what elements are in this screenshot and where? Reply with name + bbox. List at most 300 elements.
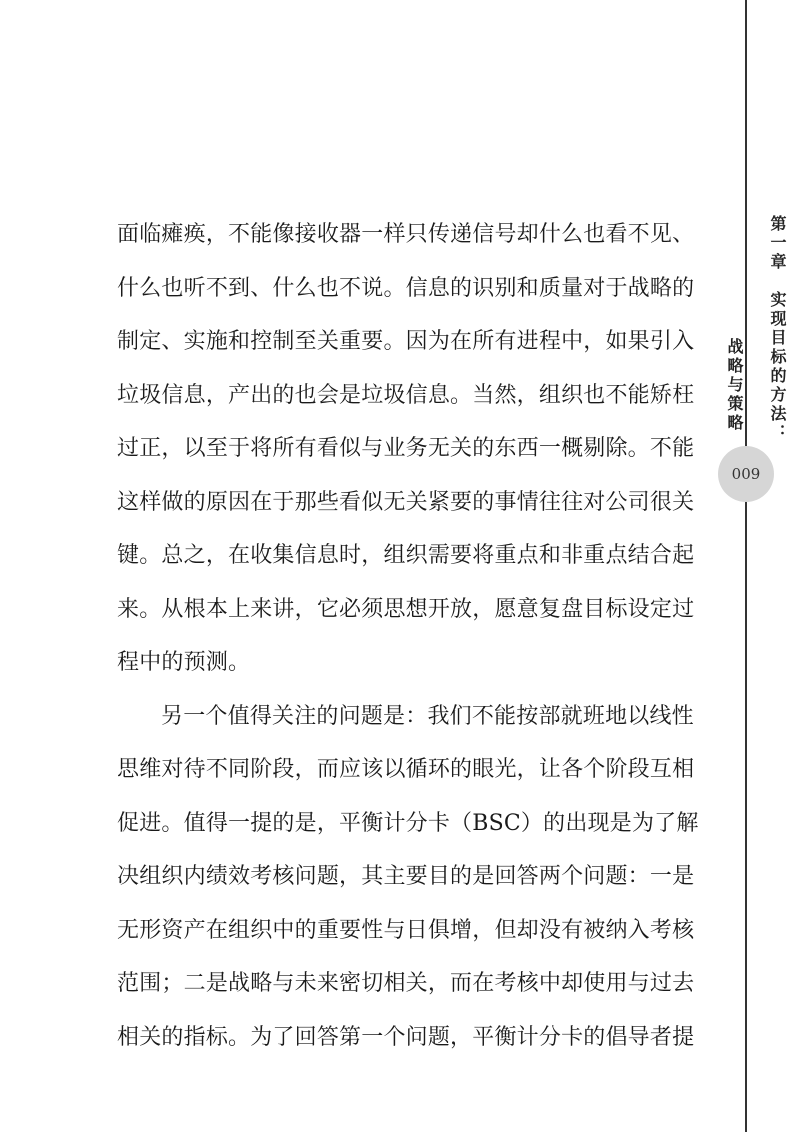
text-glyph: 待 <box>183 757 206 782</box>
text-glyph: 。 <box>450 382 473 408</box>
text-glyph: ， <box>205 382 229 408</box>
text-glyph: 收 <box>250 543 273 568</box>
text-glyph: 。 <box>139 596 162 622</box>
text-glyph: 的 <box>450 757 473 782</box>
text-line <box>117 690 694 744</box>
text-glyph: 看 <box>316 436 340 461</box>
text-glyph: 来 <box>117 596 140 622</box>
text-glyph: 问 <box>583 864 606 889</box>
text-glyph: 平 <box>472 1024 495 1050</box>
text-glyph: 不 <box>205 757 229 782</box>
text-glyph: ， <box>339 864 362 889</box>
text-glyph: 绩 <box>205 864 229 889</box>
text-glyph: 什 <box>117 275 140 301</box>
text-glyph: 入 <box>672 329 695 354</box>
text-glyph: 什 <box>538 222 562 247</box>
text-glyph: 决 <box>117 864 140 889</box>
text-glyph: 果 <box>627 329 650 354</box>
text-glyph: 做 <box>161 489 184 515</box>
text-glyph: 线 <box>649 703 672 729</box>
text-glyph: 定 <box>139 329 162 354</box>
text-glyph: 的 <box>161 1024 184 1050</box>
text-glyph: 现 <box>587 810 610 836</box>
text-glyph: 概 <box>561 436 584 461</box>
text-glyph: 循 <box>405 757 428 782</box>
text-glyph: 主 <box>383 864 406 889</box>
text-glyph: 。 <box>161 810 184 836</box>
text-glyph: 与 <box>361 436 384 461</box>
text-glyph: 么 <box>139 275 162 301</box>
text-glyph: 要 <box>450 489 473 515</box>
text-glyph: 重 <box>316 917 340 943</box>
text-glyph: 重 <box>583 543 606 568</box>
text-glyph: 质 <box>538 275 562 301</box>
text-glyph: 关 <box>139 1024 162 1050</box>
text-glyph: 用 <box>605 971 628 996</box>
text-glyph: ； <box>161 971 184 996</box>
running-head-chapter: 第一章 实现目标的方法： <box>768 215 787 443</box>
text-glyph: 瘫 <box>161 222 184 247</box>
text-glyph: 之 <box>183 543 206 568</box>
margin-rule <box>745 0 747 1132</box>
text-glyph: 对 <box>583 489 606 515</box>
text-glyph: 到 <box>228 275 251 301</box>
text-glyph: 不 <box>228 222 251 247</box>
text-glyph: 复 <box>538 596 562 622</box>
text-glyph: 息 <box>427 382 451 408</box>
text-glyph: 问 <box>338 703 361 729</box>
text-glyph: 俱 <box>427 917 451 943</box>
text-glyph: 的 <box>472 436 495 461</box>
text-glyph: 以 <box>383 757 406 782</box>
text-glyph: 信 <box>161 382 184 408</box>
text-glyph: 要 <box>339 917 362 943</box>
text-glyph: 必 <box>339 596 362 622</box>
text-glyph: 地 <box>605 703 628 729</box>
text-glyph: ， <box>583 329 606 354</box>
text-glyph: 开 <box>427 596 451 622</box>
text-glyph: 而 <box>450 971 473 996</box>
text-glyph: 和 <box>516 275 539 301</box>
text-glyph: 一 <box>649 864 673 889</box>
text-glyph: 样 <box>383 222 406 247</box>
text-glyph: 要 <box>450 543 473 568</box>
text-glyph: 那 <box>294 489 317 515</box>
text-glyph: 说 <box>361 275 384 301</box>
text-glyph: 号 <box>494 222 517 247</box>
text-glyph: 略 <box>250 971 273 996</box>
text-line <box>117 529 695 583</box>
text-glyph: 答 <box>516 864 539 889</box>
text-glyph: 一 <box>183 703 206 729</box>
text-glyph: 各 <box>561 757 584 782</box>
text-glyph: 从 <box>161 596 184 622</box>
text-glyph: 想 <box>405 596 428 622</box>
text-glyph: 除 <box>605 436 628 461</box>
text-glyph: 是 <box>672 864 695 889</box>
text-glyph: 西 <box>516 436 539 461</box>
text-glyph: 圾 <box>383 382 406 408</box>
text-glyph: 定 <box>649 596 673 622</box>
text-glyph: 起 <box>672 543 695 568</box>
text-glyph: 该 <box>361 757 384 782</box>
text-glyph: 没 <box>538 917 562 943</box>
text-glyph: 正 <box>139 436 162 461</box>
text-glyph: 传 <box>427 222 451 247</box>
text-glyph: 被 <box>583 917 606 943</box>
text-glyph: 织 <box>161 864 184 889</box>
text-glyph: 互 <box>649 757 673 782</box>
text-glyph: 息 <box>316 543 340 568</box>
text-glyph: 务 <box>405 436 428 461</box>
text-glyph: 答 <box>316 1024 340 1050</box>
text-glyph: 。 <box>383 329 406 354</box>
text-glyph: 信 <box>294 543 317 568</box>
text-glyph: 往 <box>538 489 562 515</box>
text-glyph: 像 <box>272 222 295 247</box>
text-glyph: 织 <box>250 917 273 943</box>
text-line <box>117 208 695 262</box>
text-glyph: 很 <box>649 489 673 515</box>
text-glyph: 范 <box>117 971 140 996</box>
text-glyph: 产 <box>228 382 251 408</box>
text-glyph: 需 <box>427 543 451 568</box>
text-glyph: 平 <box>339 810 362 836</box>
text-glyph: 产 <box>183 917 206 943</box>
text-glyph: 目 <box>583 596 606 622</box>
text-glyph: 原 <box>205 489 229 515</box>
text-glyph: 一 <box>228 810 251 836</box>
text-glyph: 也 <box>161 275 184 301</box>
text-glyph: 非 <box>561 543 584 568</box>
text-glyph: 考 <box>494 971 517 996</box>
text-glyph: 与 <box>272 971 295 996</box>
text-glyph: 讲 <box>272 596 295 622</box>
text-glyph: 性 <box>671 703 694 729</box>
text-glyph: 关 <box>316 329 340 354</box>
text-glyph: 相 <box>672 757 695 782</box>
text-glyph: 为 <box>631 810 655 836</box>
text-glyph: 信 <box>472 222 495 247</box>
text-glyph: 关 <box>672 489 695 515</box>
text-glyph: 当 <box>472 382 495 408</box>
text-glyph: 眼 <box>472 757 495 782</box>
text-glyph: 设 <box>627 596 650 622</box>
text-glyph: 放 <box>450 596 473 622</box>
text-glyph: 是 <box>609 810 632 836</box>
text-glyph: 切 <box>361 971 384 996</box>
text-glyph: 核 <box>516 971 539 996</box>
text-glyph: 组 <box>538 382 562 408</box>
text-glyph: 要 <box>361 329 384 354</box>
text-glyph: 不 <box>339 275 362 301</box>
text-glyph: 回 <box>294 1024 317 1050</box>
text-line <box>117 315 695 369</box>
text-glyph: 核 <box>272 864 295 889</box>
text-glyph: 标 <box>605 596 628 622</box>
text-glyph: 于 <box>605 275 628 301</box>
text-glyph: 垃 <box>117 382 140 408</box>
text-glyph: 就 <box>560 703 583 729</box>
text-glyph: ， <box>427 971 451 996</box>
text-line <box>117 743 695 797</box>
text-glyph: ， <box>516 382 539 408</box>
text-glyph: 衡 <box>361 810 384 836</box>
text-glyph: 注 <box>294 703 317 729</box>
text-glyph: ， <box>316 810 340 836</box>
text-glyph: 收 <box>316 222 340 247</box>
text-glyph: 剔 <box>583 436 606 461</box>
text-glyph: 些 <box>316 489 340 515</box>
text-glyph: 维 <box>139 757 162 782</box>
text-glyph: 导 <box>627 1024 650 1050</box>
text-glyph: 和 <box>228 329 251 354</box>
text-line <box>117 850 695 904</box>
text-glyph: 也 <box>316 275 340 301</box>
text-glyph: 题 <box>360 703 384 729</box>
text-glyph: 听 <box>183 275 206 301</box>
text-glyph: 中 <box>561 329 584 354</box>
body-text <box>117 208 699 1064</box>
text-glyph: 如 <box>605 329 628 354</box>
text-glyph: 问 <box>294 864 317 889</box>
text-glyph: 出 <box>565 810 588 836</box>
text-glyph: 却 <box>516 222 539 247</box>
text-glyph: 内 <box>183 864 206 889</box>
text-glyph: 似 <box>339 436 362 461</box>
text-glyph: 重 <box>494 543 517 568</box>
text-glyph: 不 <box>627 222 650 247</box>
text-glyph: 息 <box>183 382 206 408</box>
text-glyph: 、 <box>161 329 184 354</box>
text-glyph: 计 <box>516 1024 539 1050</box>
text-glyph: 制 <box>272 329 295 354</box>
text-glyph: 密 <box>339 971 362 996</box>
text-glyph: 关 <box>405 489 428 515</box>
text-glyph: 关 <box>405 971 428 996</box>
text-glyph: 见 <box>649 222 673 247</box>
text-glyph: 资 <box>161 917 184 943</box>
text-glyph: 组 <box>383 543 406 568</box>
text-glyph: 程 <box>117 650 140 675</box>
text-glyph: 按 <box>516 703 539 729</box>
text-glyph: ， <box>161 436 184 461</box>
text-glyph: 织 <box>405 543 428 568</box>
text-glyph: 有 <box>494 329 517 354</box>
text-glyph: 不 <box>471 703 495 729</box>
text-glyph: 业 <box>383 436 406 461</box>
text-glyph: 接 <box>294 222 317 247</box>
text-glyph: 至 <box>294 329 317 354</box>
text-glyph: 纳 <box>605 917 628 943</box>
text-glyph: 的 <box>294 917 317 943</box>
text-glyph: 了 <box>272 1024 295 1050</box>
text-glyph: 围 <box>139 971 162 996</box>
text-glyph: 息 <box>427 275 451 301</box>
text-glyph: 对 <box>583 275 606 301</box>
text-glyph: 使 <box>583 971 606 996</box>
text-glyph: 得 <box>205 810 229 836</box>
text-glyph: 也 <box>583 222 606 247</box>
text-glyph: 却 <box>561 971 584 996</box>
text-glyph: 什 <box>272 275 295 301</box>
text-line <box>117 422 695 476</box>
text-glyph: 施 <box>205 329 229 354</box>
text-glyph: 个 <box>561 864 584 889</box>
text-glyph: 在 <box>250 489 273 515</box>
text-glyph: 第 <box>339 1024 362 1050</box>
text-glyph: 是 <box>383 703 406 729</box>
text-glyph: 。 <box>228 650 251 675</box>
text-line <box>117 904 695 958</box>
text-glyph: 一 <box>538 436 562 461</box>
text-glyph: 段 <box>627 757 650 782</box>
text-glyph: 、 <box>250 275 273 301</box>
text-glyph: 同 <box>228 757 251 782</box>
text-glyph: 盘 <box>561 596 584 622</box>
text-glyph: 总 <box>161 543 184 568</box>
text-glyph: 有 <box>294 436 317 461</box>
text-glyph: 环 <box>427 757 451 782</box>
text-glyph: 两 <box>538 864 562 889</box>
text-glyph: 一 <box>361 1024 384 1050</box>
text-glyph: 无 <box>427 436 451 461</box>
text-glyph: 战 <box>228 971 251 996</box>
text-glyph: 的 <box>472 489 495 515</box>
text-glyph: 我 <box>427 703 450 729</box>
text-glyph: 不 <box>649 436 673 461</box>
text-glyph: 只 <box>405 222 428 247</box>
text-glyph: 也 <box>583 382 606 408</box>
text-glyph: 的 <box>272 382 295 408</box>
text-glyph: 是 <box>205 971 229 996</box>
text-glyph: 不 <box>205 275 229 301</box>
text-glyph: 让 <box>538 757 562 782</box>
text-glyph: 入 <box>627 917 650 943</box>
text-glyph: 另 <box>161 703 184 729</box>
text-glyph: 在 <box>472 971 495 996</box>
text-glyph: 分 <box>538 1024 562 1050</box>
text-glyph: 目 <box>427 864 451 889</box>
text-glyph: 在 <box>450 329 473 354</box>
text-glyph: 回 <box>494 864 517 889</box>
text-glyph: 题 <box>316 864 340 889</box>
text-glyph: 们 <box>449 703 472 729</box>
text-glyph: 垃 <box>361 382 384 408</box>
text-glyph: 组 <box>139 864 162 889</box>
text-glyph: 。 <box>627 436 650 461</box>
text-glyph: 么 <box>294 275 317 301</box>
text-glyph: 过 <box>672 596 695 622</box>
text-glyph: 日 <box>405 917 428 943</box>
text-glyph: 东 <box>494 436 517 461</box>
text-glyph: 。 <box>139 543 162 568</box>
text-glyph: 似 <box>361 489 384 515</box>
text-glyph: 控 <box>250 329 273 354</box>
text-glyph: 却 <box>516 917 539 943</box>
text-glyph: 应 <box>339 757 362 782</box>
text-glyph: ， <box>294 757 317 782</box>
text-glyph: ， <box>472 596 495 622</box>
text-glyph: 公 <box>605 489 628 515</box>
text-glyph: 也 <box>294 382 317 408</box>
text-glyph: ： <box>405 703 428 729</box>
running-head-book-title: 战略与策略 <box>725 338 744 433</box>
text-glyph: 以 <box>183 436 206 461</box>
text-glyph: 的 <box>450 864 473 889</box>
text-glyph: 值 <box>227 703 250 729</box>
text-glyph: 和 <box>538 543 562 568</box>
text-glyph: 紧 <box>427 489 451 515</box>
text-glyph: 集 <box>272 543 295 568</box>
text-glyph: 的 <box>450 275 473 301</box>
text-glyph: 未 <box>294 971 317 996</box>
text-glyph: 时 <box>339 543 362 568</box>
text-line <box>117 957 695 1011</box>
text-glyph: 解 <box>676 810 699 836</box>
text-glyph: 段 <box>272 757 295 782</box>
text-glyph: ， <box>205 222 229 247</box>
text-glyph: 是 <box>294 810 317 836</box>
text-glyph: 了 <box>654 810 677 836</box>
text-glyph: 织 <box>561 382 584 408</box>
text-glyph: 关 <box>272 703 295 729</box>
text-glyph: 能 <box>494 703 517 729</box>
text-glyph: 中 <box>538 971 562 996</box>
text-glyph: 的 <box>583 1024 606 1050</box>
text-glyph: 倡 <box>605 1024 628 1050</box>
text-glyph: 中 <box>139 650 162 675</box>
text-glyph: 部 <box>538 703 561 729</box>
text-glyph: 的 <box>272 810 295 836</box>
text-glyph: 提 <box>672 1024 695 1050</box>
text-glyph: 能 <box>627 382 650 408</box>
text-glyph: 愿 <box>494 596 517 622</box>
text-glyph: 为 <box>427 329 451 354</box>
text-glyph: 是 <box>472 864 495 889</box>
text-glyph: 测 <box>205 650 229 675</box>
text-line <box>117 369 695 423</box>
text-glyph: 战 <box>627 275 650 301</box>
text-glyph: 么 <box>561 222 584 247</box>
text-line <box>117 797 699 851</box>
text-glyph: 而 <box>316 757 340 782</box>
text-glyph: BSC <box>472 810 521 836</box>
text-glyph: 点 <box>516 543 539 568</box>
text-glyph: 在 <box>228 543 251 568</box>
text-glyph: 往 <box>561 489 584 515</box>
text-glyph: 问 <box>405 1024 428 1050</box>
text-glyph: 卡 <box>561 1024 584 1050</box>
text-glyph: 别 <box>494 275 517 301</box>
text-glyph: 标 <box>205 1024 229 1050</box>
text-glyph: 出 <box>250 382 273 408</box>
text-glyph: 增 <box>450 917 473 943</box>
text-glyph: 的 <box>161 650 184 675</box>
text-glyph: 的 <box>672 275 695 301</box>
text-glyph: 的 <box>183 489 206 515</box>
text-glyph: 为 <box>250 1024 273 1050</box>
text-glyph: 实 <box>183 329 206 354</box>
text-glyph: 于 <box>228 436 251 461</box>
text-glyph: 阶 <box>605 757 628 782</box>
text-glyph: 将 <box>250 436 273 461</box>
text-glyph: ， <box>205 543 229 568</box>
text-glyph: 、 <box>672 222 695 247</box>
text-glyph: 所 <box>272 436 295 461</box>
text-glyph: 至 <box>205 436 229 461</box>
page-number: 009 <box>731 465 761 483</box>
